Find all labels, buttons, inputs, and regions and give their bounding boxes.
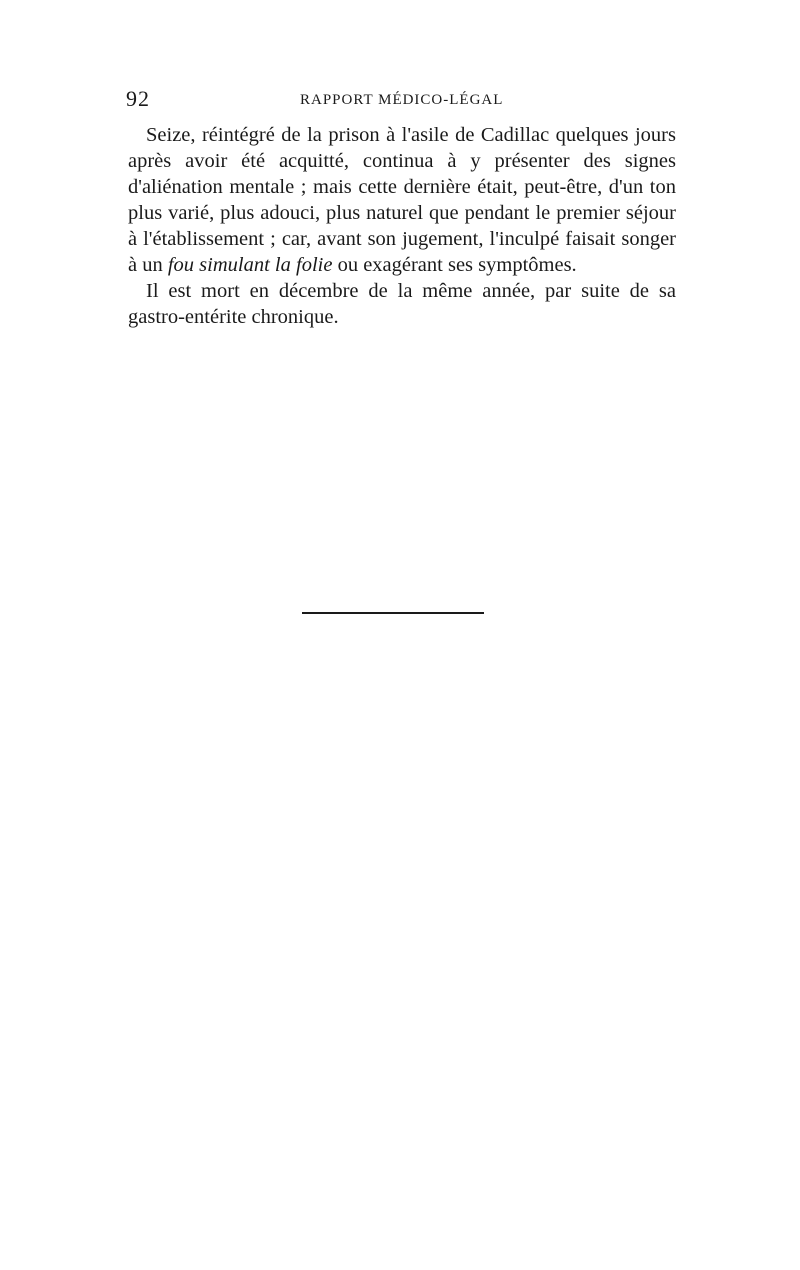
section-divider: [302, 612, 484, 614]
paragraph-1-text-end: ou exagérant ses symptômes.: [332, 254, 577, 276]
paragraph-2: Il est mort en décembre de la même année, par suite de sa gastro-entérite chronique.: [128, 280, 676, 328]
page-number: 92: [126, 86, 150, 111]
paragraph-1-text: Seize, réintégré de la prison à l'asile de Cadillac quelques jours après avoir été acquitté, continua à y présenter des signes d'aliénation mentale ; mais cette dernière était, peut-être, d'un ton plus varié, plus adouci, plus naturel que pendant le premier séjour à l'établissement ; car, avant son jugement, l'inculpé faisait songer à un: [128, 124, 676, 276]
running-head: RAPPORT MÉDICO-LÉGAL: [300, 92, 504, 108]
body-text: [128, 122, 676, 330]
paragraph-1-italic: fou simulant la folie: [167, 254, 333, 276]
paragraph-1: [128, 122, 676, 278]
